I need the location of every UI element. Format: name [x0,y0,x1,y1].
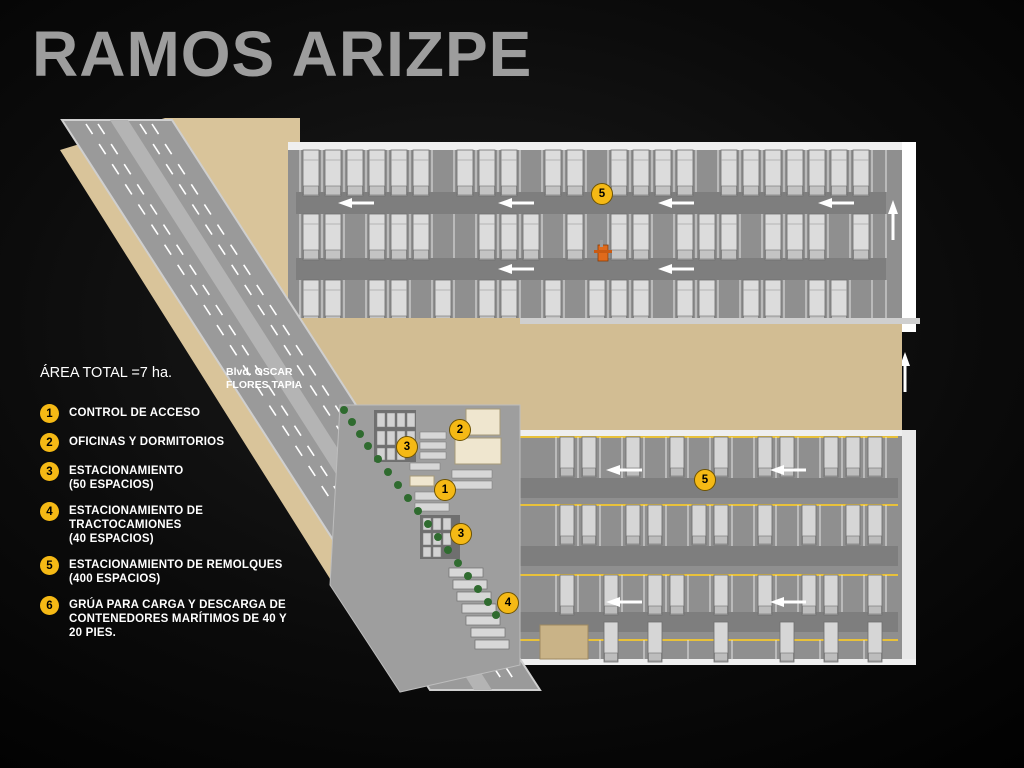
legend-label-2: OFICINAS Y DORMITORIOS [69,436,225,448]
map-callout-5-lower[interactable]: 5 [694,469,716,491]
map-callout-3-upper[interactable]: 3 [396,436,418,458]
trailer-row-6 [560,575,882,615]
legend-item-5 [40,555,290,586]
street-label-line2: FLORES TAPIA [226,379,303,392]
map-callout-2[interactable]: 2 [449,419,471,441]
map-callout-4[interactable]: 4 [497,592,519,614]
legend-badge-4: 4 [40,502,59,521]
office-building-2 [455,438,501,464]
legend-item-4 [40,501,290,546]
legend-label-4-main: ESTACIONAMIENTO DE TRACTOCAMIONES [69,505,204,532]
street-label-line1: Blvd. OSCAR [226,366,293,378]
legend-label-4-sub: (40 ESPACIOS) [69,533,154,546]
legend-label-5-sub: (400 ESPACIOS) [69,573,161,586]
legend-item-3 [40,461,290,492]
legend-label-5 [69,555,282,586]
access-control-booth [410,476,434,486]
legend-label-3-sub: (50 ESPACIOS) [69,479,154,492]
legend-label-3 [69,461,183,492]
dock-building [540,625,588,659]
legend-badge-1: 1 [40,404,59,423]
map-callout-5-upper[interactable]: 5 [591,183,613,205]
legend-badge-6: 6 [40,596,59,615]
area-total-label: ÁREA TOTAL =7 ha. [40,365,173,381]
map-callout-1[interactable]: 1 [434,479,456,501]
legend-item-2 [40,432,290,452]
legend-item-6 [40,595,290,640]
legend-badge-2: 2 [40,433,59,452]
legend-badge-3: 3 [40,462,59,481]
map-callout-3-lower[interactable]: 3 [450,523,472,545]
legend-badge-5: 5 [40,556,59,575]
legend-label-3-main: ESTACIONAMIENTO [69,465,184,477]
legend-label-4 [69,501,290,546]
legend-item-1 [40,403,290,423]
legend-label-1: CONTROL DE ACCESO [69,407,201,419]
legend-panel [40,365,290,649]
office-building-1 [466,409,500,435]
page-title: RAMOS ARIZPE [32,18,533,90]
legend-label-5-main: ESTACIONAMIENTO DE REMOLQUES [69,559,283,572]
legend-label-6: GRÚA PARA CARGA Y DESCARGA DE CONTENEDORES MARÍTIMOS DE 40 Y 20 PIES. [69,599,287,640]
